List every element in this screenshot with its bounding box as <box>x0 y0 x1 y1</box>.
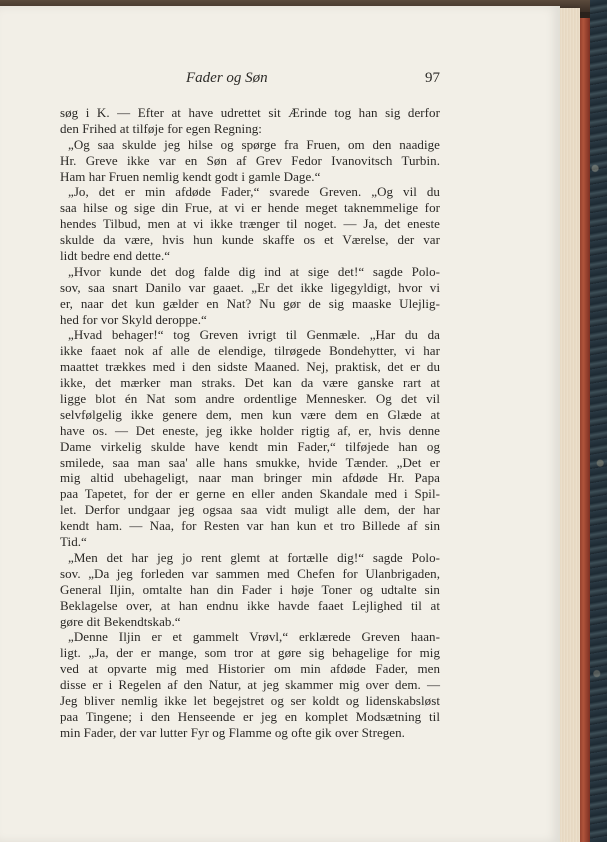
text-line: have os. — Det eneste, jeg ikke holder rigtig af, er, hvis denne <box>60 422 440 438</box>
text-line: ved at opvarte mig med Historier om min afdøde Fader, men <box>60 661 440 677</box>
text-line: hed for vor Skyld deroppe.“ <box>60 311 207 327</box>
text-line: den Frihed at tilføje for egen Regning: <box>60 120 262 136</box>
text-line: Dame virkelig skulde have kendt min Fader,“ tilføjede han og <box>60 438 440 454</box>
text-line: General Iljin, omtalte han din Fader i høje Toner og udtalte sin <box>60 581 440 597</box>
text-line: „Hvor kunde det dog falde dig ind at sige det!“ sagde Polo- <box>68 263 440 279</box>
text-line: let. Derfor undgaar jeg ogsaa saa vidt muligt alle dem, der har <box>60 502 440 518</box>
text-line: min Fader, der var lutter Fyr og Flamme og ofte gik over Stregen. <box>60 724 405 740</box>
text-line: Tid.“ <box>60 534 87 550</box>
text-line: „Jo, det er min afdøde Fader,“ svarede Greven. „Og vil du <box>68 184 440 200</box>
text-line: gøre dit Bekendtskab.“ <box>60 613 181 629</box>
text-line: Jeg bliver nemlig ikke let begejstret og ser koldt og lidenskabsløst <box>60 692 440 708</box>
text-line: skulde da være, hvis hun kunde skaffe os et Værelse, der var <box>60 232 440 248</box>
text-line: saa hilse og sige din Frue, at vi er hende meget taknemmelige for <box>60 200 440 216</box>
text-line: maattet trækkes med i den sidste Maaned. Nej, praktisk, det er du <box>60 359 440 375</box>
book-page <box>0 6 560 842</box>
text-line: Ham har Fruen nemlig kendt godt i gamle Dage.“ <box>60 168 321 184</box>
page-number: 97 <box>425 70 440 86</box>
text-line: ikke, det mærker man straks. Det kan da være ganske rart at <box>60 375 440 391</box>
text-line: søg i K. — Efter at have udrettet sit Ærinde tog han sig derfor <box>60 105 440 120</box>
running-head <box>60 70 440 92</box>
text-line: paa Tapetet, for der er gerne en eller anden Skandale med i Spil- <box>60 486 440 502</box>
running-title: Fader og Søn <box>186 70 268 86</box>
text-line: mig altid ubehageligt, naar man bringer min afdøde Hr. Papa <box>60 470 440 486</box>
body-text <box>60 105 440 741</box>
text-line: „Denne Iljin er et gammelt Vrøvl,“ erklærede Greven haan- <box>68 629 440 645</box>
text-line: hendes Tilbud, men at vi ikke trænger til noget. — Ja, det eneste <box>60 216 440 232</box>
text-line: „Hvad behager!“ tog Greven ivrigt til Genmæle. „Har du da <box>68 327 440 343</box>
text-line: disse er i Regelen af den Natur, at jeg skammer mig over dem. — <box>60 677 440 693</box>
text-line: sov, saa snart Danilo var gaaet. „Er det ikke ligegyldigt, hvor vi <box>60 279 440 295</box>
text-line: ligge blot én Nat som andre ordentlige Mennesker. Og det vil <box>60 391 440 407</box>
text-line: lidt bedre end dette.“ <box>60 248 171 264</box>
text-line: paa Tingene; i den Henseende er jeg en komplet Modsætning til <box>60 708 440 724</box>
text-line: ligt. „Ja, der er mange, som tror at gøre sig behagelige for mig <box>60 645 440 661</box>
text-line: ikke faaet nok af alle de elendige, tilrøgede Bondehytter, vi har <box>60 343 440 359</box>
marbled-cover-edge <box>590 0 607 842</box>
text-line: smilede, saa man saa' alle hans smukke, hvide Tænder. „Det er <box>60 454 440 470</box>
text-line: „Men det har jeg jo rent glemt at fortælle dig!“ sagde Polo- <box>68 549 440 565</box>
text-line: kendt ham. — Naa, for Resten var han kun et tro Billede af sin <box>60 518 440 534</box>
text-line: sov. „Da jeg forleden var sammen med Chefen for Ulanbrigaden, <box>60 565 440 581</box>
text-line: Beklagelse over, at han endnu ikke havde faaet Lejlighed til at <box>60 597 440 613</box>
text-line: selvfølgelig ikke genere dem, men kun være dem en Glæde at <box>60 406 440 422</box>
text-line: „Og saa skulde jeg hilse og spørge fra Fruen, om den naadige <box>68 136 440 152</box>
text-line: Hr. Greve ikke var en Søn af Grev Fedor Ivanovitsch Turbin. <box>60 152 440 168</box>
text-line: er, naar det kun gælder en Nat? Nu gør de sig maaske Ulejlig- <box>60 295 440 311</box>
